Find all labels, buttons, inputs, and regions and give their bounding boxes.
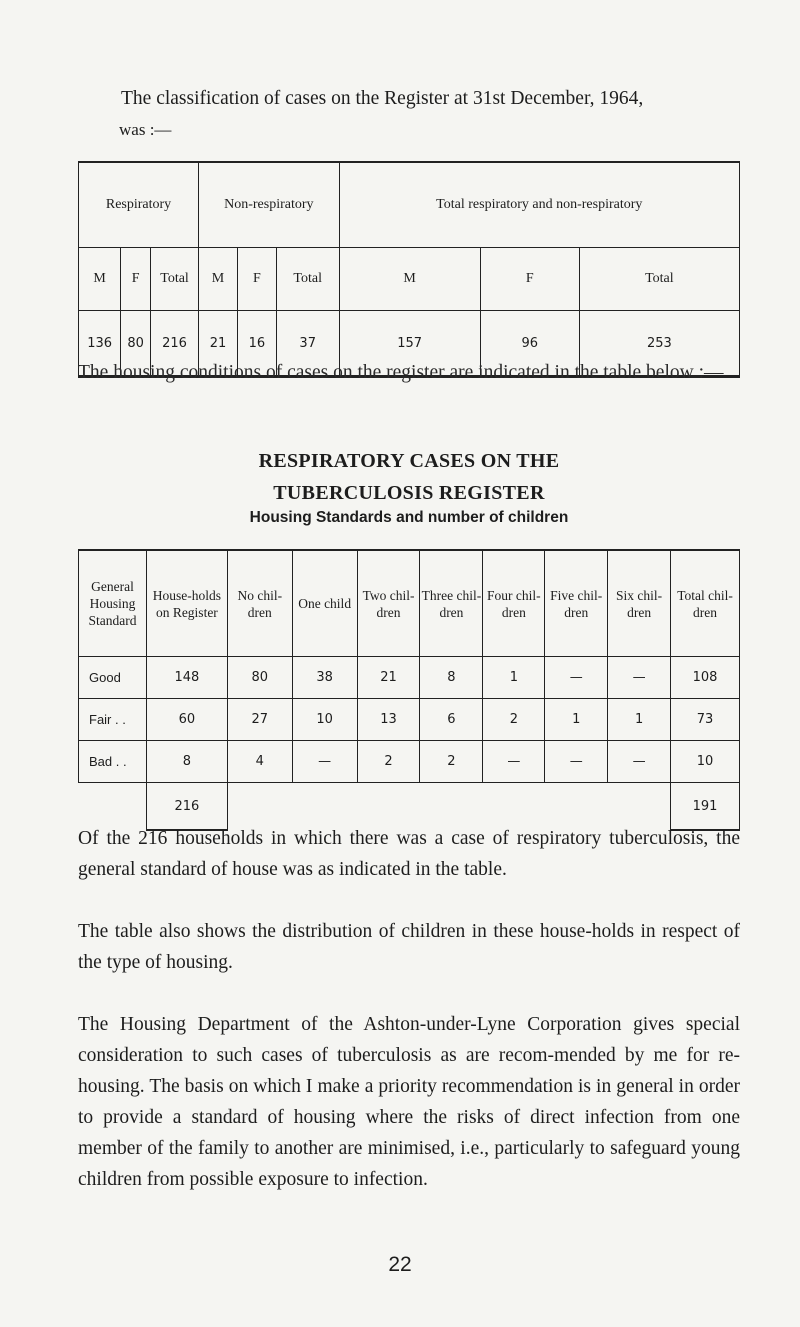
header-total-children: Total chil-dren [671,550,740,657]
table-cell: 80 [227,657,292,699]
total-households: 216 [146,783,227,831]
value-cell: 21 [199,311,238,377]
table-cell: 10 [292,699,357,741]
subheader-cell: M [339,248,480,311]
group-header-non-respiratory: Non-respiratory [199,162,340,248]
classification-table [78,161,740,378]
intro-line-2: was :— [119,120,172,139]
row-label: Fair . . [79,699,147,741]
value-cell: 216 [151,311,199,377]
table-cell: 2 [483,699,545,741]
value-cell: 253 [579,311,739,377]
table-cell: 73 [671,699,740,741]
group-header-total: Total respiratory and non-respiratory [339,162,739,248]
table-cell: 13 [357,699,420,741]
heading-line-2: TUBERCULOSIS REGISTER [273,482,545,504]
table-cell: 1 [608,699,671,741]
page-number: 22 [388,1253,412,1276]
table-cell: — [545,657,608,699]
table-cell: 2 [357,741,420,783]
header-two-children: Two chil-dren [357,550,420,657]
table-cell: 38 [292,657,357,699]
table-cell: — [608,657,671,699]
table-cell: 1 [483,657,545,699]
table-row [79,699,740,741]
intro-text [121,83,761,145]
section-subtitle: Housing Standards and number of children [249,509,569,526]
value-cell: 80 [121,311,151,377]
table-cell: 8 [146,741,227,783]
value-cell: 136 [79,311,121,377]
total-children: 191 [671,783,740,831]
value-cell: 96 [480,311,579,377]
value-cell: 157 [339,311,480,377]
subheader-cell: F [237,248,276,311]
table-cell: 148 [146,657,227,699]
heading-line-1: RESPIRATORY CASES ON THE [258,450,560,472]
subheader-cell: M [199,248,238,311]
subheader-cell: F [121,248,151,311]
header-five-children: Five chil-dren [545,550,608,657]
table-cell: 27 [227,699,292,741]
value-cell: 16 [237,311,276,377]
table-cell: — [545,741,608,783]
subheader-cell: M [79,248,121,311]
header-six-children: Six chil-dren [608,550,671,657]
table-cell: 21 [357,657,420,699]
section-heading [78,445,740,509]
table-cell: — [608,741,671,783]
subheader-cell: F [480,248,579,311]
subheader-cell: Total [276,248,339,311]
table-cell: 2 [420,741,483,783]
table-cell: 4 [227,741,292,783]
group-header-respiratory: Respiratory [79,162,199,248]
table-row [79,657,740,699]
housing-intro-paragraph: The housing conditions of cases on the register are indicated in the table below :— [78,362,724,383]
table-cell: — [292,741,357,783]
paragraph: The table also shows the distribution of children in these house-holds in respect of the type of housing. [78,921,740,973]
subheader-cell: Total [151,248,199,311]
subheader-cell: Total [579,248,739,311]
table-cell: 1 [545,699,608,741]
header-four-children: Four chil-dren [483,550,545,657]
row-label: Good [79,657,147,699]
table-cell: 8 [420,657,483,699]
table-cell: 6 [420,699,483,741]
value-cell: 37 [276,311,339,377]
intro-line-1: The classification of cases on the Register at 31st December, 1964, [121,88,644,109]
paragraph: Of the 216 households in which there was a case of respiratory tuberculosis, the general standard of house was as indicated in the table. [78,828,740,880]
table-row [79,741,740,783]
header-one-child: One child [292,550,357,657]
header-households: House-holds on Register [146,550,227,657]
row-label: Bad . . [79,741,147,783]
header-three-children: Three chil-dren [420,550,483,657]
header-general-housing-standard: General Housing Standard [79,550,147,657]
housing-table [78,549,740,831]
header-no-children: No chil-dren [227,550,292,657]
table-cell: — [483,741,545,783]
paragraph: The Housing Department of the Ashton-under-Lyne Corporation gives special consideration to such cases of tuberculosis as are recom-mended by me for re-housing. The basis on which I make a priority recommendation is in general in order to provide a standard of housing where the risks of direct infection from one member of the family to another are minimised, i.e., particularly to safeguard young children from possible exposure to infection. [78,1014,740,1190]
table-cell: 10 [671,741,740,783]
table-cell: 60 [146,699,227,741]
table-cell: 108 [671,657,740,699]
